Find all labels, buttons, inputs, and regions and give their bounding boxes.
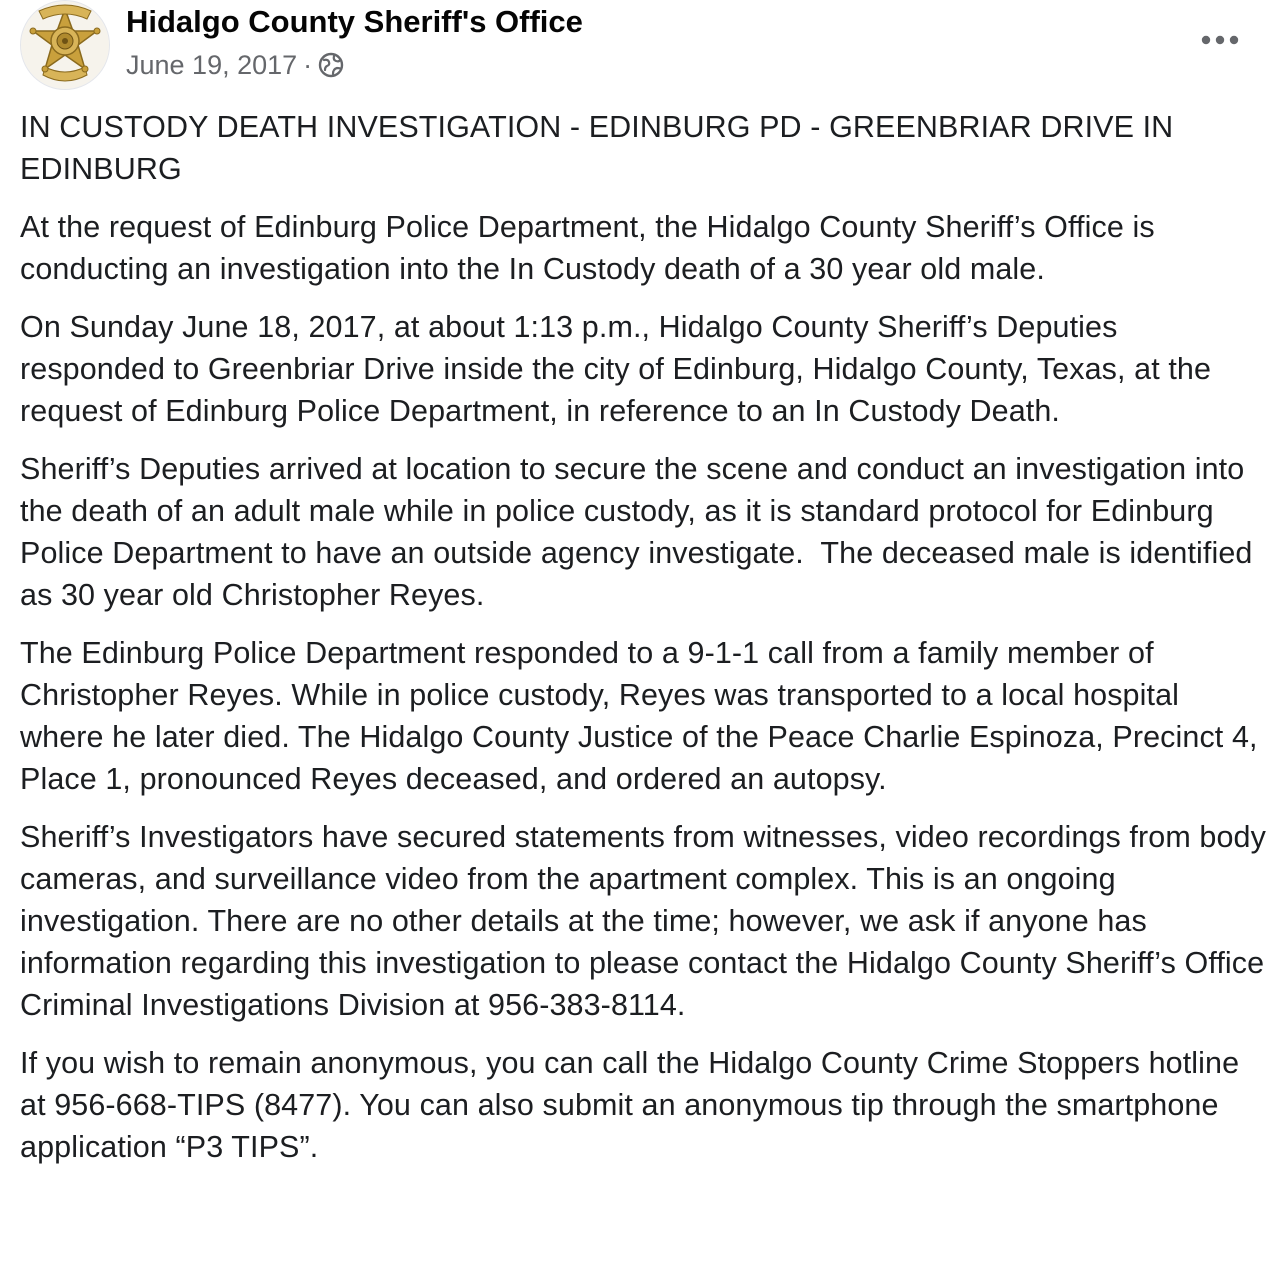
post-paragraph: Sheriff’s Investigators have secured statements from witnesses, video recordings from body cameras, and surveillance video from the apartment complex. This is an ongoing investigation. There are no other details at the time; however, we ask if anyone has information regarding this investigation to please contact the Hidalgo County Sheriff’s Office Criminal Investigations Division at 956-383-8114. [20,820,1275,1022]
page-avatar[interactable] [20,0,110,90]
post-paragraph: The Edinburg Police Department responded to a 9-1-1 call from a family member of Christopher Reyes. While in police custody, Reyes was transported to a local hospital where he later died. The Hidalgo County Justice of the Peace Charlie Espinoza, Precinct 4, Place 1, pronounced Reyes deceased, and ordered an autopsy. [20,636,1267,796]
post-paragraph: Sheriff’s Deputies arrived at location to secure the scene and conduct an investigation into the death of an adult male while in police custody, as it is standard protocol for Edinburg Police Department to have an outside agency investigate. The deceased male is identified as 30 year old Christopher Reyes. [20,452,1262,612]
post-date-link[interactable]: June 19, 2017 [126,50,298,80]
sheriff-badge-logo [21,1,109,89]
meta-separator: · [303,50,313,80]
post-paragraph: If you wish to remain anonymous, you can call the Hidalgo County Crime Stoppers hotline at 956-668-TIPS (8477). You can also submit an anonymous tip through the smartphone application “P3 TIPS”. [20,1046,1248,1164]
post-headline: IN CUSTODY DEATH INVESTIGATION - EDINBURG PD - GREENBRIAR DRIVE IN EDINBURG [20,110,1182,186]
post-header [20,0,1260,92]
more-options-icon [1200,34,1240,46]
post-meta [126,48,344,82]
post-paragraph: On Sunday June 18, 2017, at about 1:13 p.m., Hidalgo County Sheriff’s Deputies responded to Greenbriar Drive inside the city of Edinburg, Hidalgo County, Texas, at the request of Edinburg Police Department, in reference to an In Custody Death. [20,310,1220,428]
post-body [20,106,1275,1184]
more-options-button[interactable] [1196,24,1244,56]
post-paragraph: At the request of Edinburg Police Department, the Hidalgo County Sheriff’s Office is conducting an investigation into the In Custody death of a 30 year old male. [20,210,1164,286]
globe-icon[interactable] [318,52,344,78]
page-name-link[interactable]: Hidalgo County Sheriff's Office [126,4,583,39]
